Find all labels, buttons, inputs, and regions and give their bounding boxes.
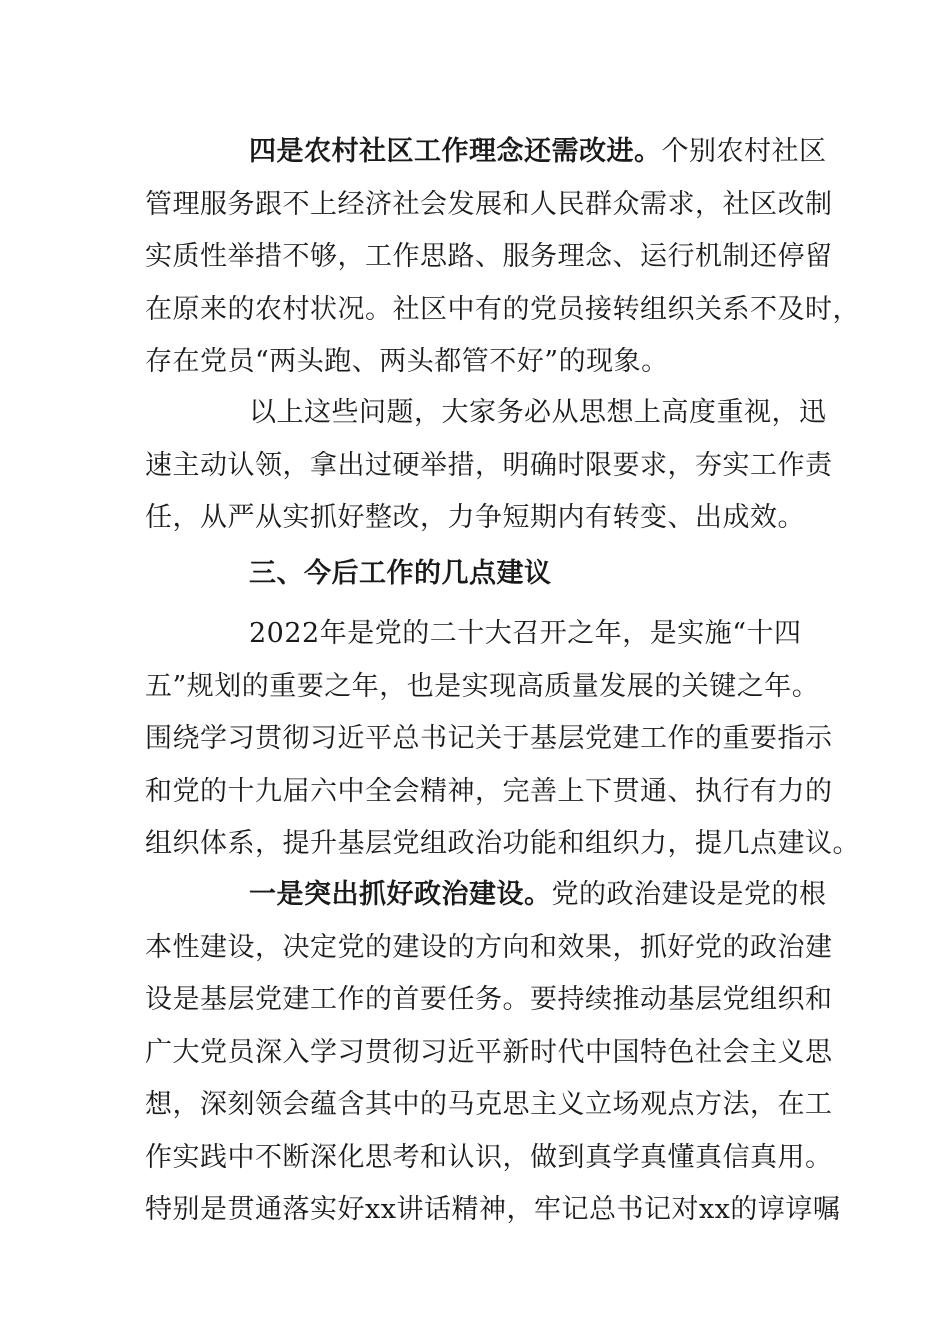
paragraph-line: 速主动认领，拿出过硬举措，明确时限要求，夯实工作责 (145, 449, 833, 481)
section-heading: 三、今后工作的几点建议 (249, 558, 552, 589)
paragraph-line: 广大党员深入学习贯彻习近平新时代中国特色社会主义思 (145, 1036, 833, 1068)
paragraph-line: 2022年是党的二十大召开之年，是实施“十四 (249, 618, 802, 649)
paragraph-line: 一是突出抓好政治建设。党的政治建设是党的根 (249, 879, 827, 910)
paragraph-line: 实质性举措不够，工作思路、服务理念、运行机制还停留 (145, 241, 833, 272)
paragraph-lead-bold: 一是突出抓好政治建设。 (249, 879, 552, 910)
paragraph-lead-bold: 四是农村社区工作理念还需改进。 (249, 136, 662, 167)
paragraph-line: 管理服务跟不上经济社会发展和人民群众需求，社区改制 (145, 188, 833, 220)
paragraph-line: 想，深刻领会蕴含其中的马克思主义立场观点方法，在工 (145, 1089, 833, 1120)
paragraph-line: 围绕学习贯彻习近平总书记关于基层党建工作的重要指示 (145, 723, 833, 754)
paragraph-line: 存在党员“两头跑、两头都管不好”的现象。 (145, 346, 669, 377)
paragraph-line: 五”规划的重要之年，也是实现高质量发展的关键之年。 (145, 670, 820, 702)
paragraph-line: 四是农村社区工作理念还需改进。个别农村社区 (249, 136, 827, 167)
paragraph-line: 特别是贯通落实好xx讲话精神，牢记总书记对xx的谆谆嘱 (145, 1194, 841, 1225)
paragraph-line: 任，从严从实抓好整改，力争短期内有转变、出成效。 (145, 502, 805, 533)
paragraph-line: 和党的十九届六中全会精神，完善上下贯通、执行有力的 (145, 775, 833, 807)
paragraph-line: 作实践中不断深化思考和认识，做到真学真懂真信真用。 (145, 1141, 833, 1173)
paragraph-2022-intro (145, 608, 860, 871)
paragraph-line: 组织体系，提升基层党组政治功能和组织力，提几点建议。 (145, 828, 860, 859)
paragraph-problems-summary (145, 387, 833, 545)
paragraph-line: 以上这些问题，大家务必从思想上高度重视，迅 (249, 397, 827, 428)
paragraph-line: 本性建设，决定党的建设的方向和效果，抓好党的政治建 (145, 931, 833, 963)
paragraph-line: 设是基层党建工作的首要任务。要持续推动基层党组织和 (145, 984, 833, 1015)
paragraph-rural-community (145, 126, 860, 389)
paragraph-line: 在原来的农村状况。社区中有的党员接转组织关系不及时， (145, 293, 860, 325)
paragraph-political-construction (145, 869, 841, 1237)
